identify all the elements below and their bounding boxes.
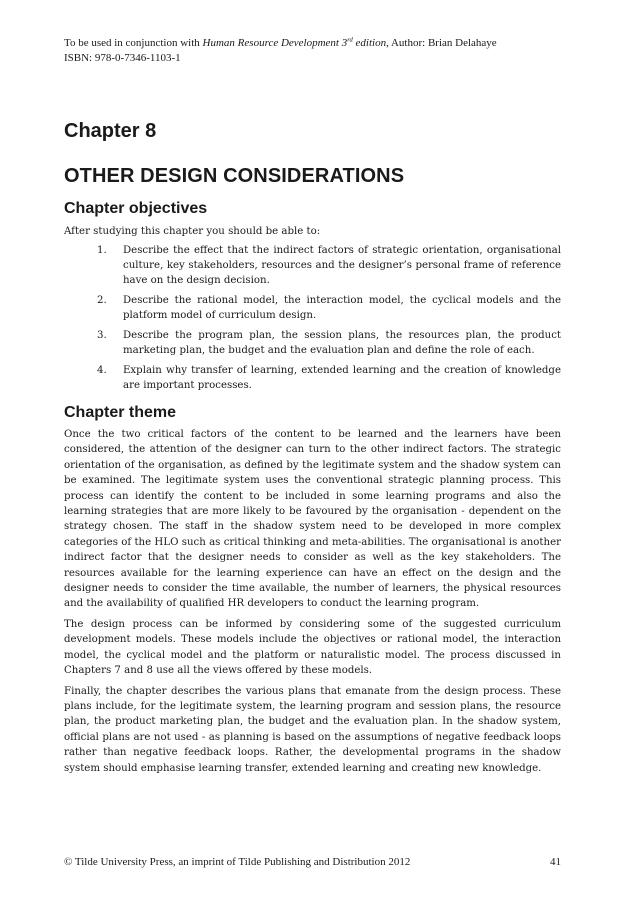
objectives-heading: Chapter objectives (64, 200, 208, 217)
objective-number: 3. (97, 330, 107, 341)
running-header (64, 36, 561, 66)
objective-text: Explain why transfer of learning, extended learning and the creation of knowledge are important processes. (123, 365, 561, 391)
header-author: , Author: Brian Delahaye (386, 37, 497, 49)
objectives-list (64, 243, 561, 393)
objective-item (64, 293, 561, 323)
objectives-intro: After studying this chapter you should be able to: (64, 226, 321, 237)
book-title (203, 37, 387, 49)
objective-text: Describe the program plan, the session plans, the resources plan, the product marketing plan, the budget and the evaluation plan and define the role of each. (123, 330, 561, 356)
objective-item (64, 363, 561, 393)
page-footer (64, 856, 561, 868)
header-prefix: To be used in conjunction with (64, 37, 203, 49)
objective-text: Describe the effect that the indirect factors of strategic orientation, organisational culture, key stakeholders, resources and the designer’s personal frame of reference have on the design decision. (123, 245, 561, 286)
theme-paragraph: The design process can be informed by considering some of the suggested curriculum development models. These models include the objectives or rational model, the interaction model, the cyclical model and the platform or naturalistic model. The process discussed in Chapters 7 and 8 use all the views offered by these models. (64, 618, 561, 677)
edition-superscript: rd (347, 36, 353, 44)
objective-item (64, 243, 561, 288)
objective-text: Describe the rational model, the interaction model, the cyclical models and the platform model of curriculum design. (123, 295, 561, 321)
footer-copyright: © Tilde University Press, an imprint of Tilde Publishing and Distribution 2012 (64, 856, 411, 868)
edition-word: edition (352, 37, 387, 49)
book-title-text: Human Resource Development 3 (202, 37, 348, 49)
page-number: 41 (550, 856, 561, 868)
theme-heading: Chapter theme (64, 404, 177, 421)
objective-item (64, 328, 561, 358)
page-content (64, 36, 561, 776)
objective-number: 2. (97, 295, 107, 306)
theme-paragraph: Finally, the chapter describes the various plans that emanate from the design process. These plans include, for the legitimate system, the learning program and session plans, the resource plan, the product marketing plan, the budget and the evaluation plan. In the shadow system, official plans are not used - as planning is based on the assumptions of negative feedback loops rather than negative feedback loops. Rather, the developmental programs in the shadow system should emphasise learning transfer, extended learning and creating new knowledge. (64, 685, 561, 774)
objective-number: 4. (97, 365, 107, 376)
header-isbn: ISBN: 978-0-7346-1103-1 (64, 52, 181, 64)
chapter-title: OTHER DESIGN CONSIDERATIONS (64, 165, 405, 187)
objective-number: 1. (97, 245, 107, 256)
theme-paragraph: Once the two critical factors of the content to be learned and the learners have been considered, the attention of the designer can turn to the other indirect factors. The strategic orientation of the organisation, as defined by the legitimate system and the shadow system can be examined. The legitimate system uses the conventional strategic planning process. This process can identify the content to be included in some learning programs and also the learning strategies that are more likely to be favoured by the organisation - dependent on the strategy chosen. The staff in the shadow system need to be developed in more complex categories of the HLO such as critical thinking and meta-abilities. The organisational is another indirect factor that the designer needs to consider as well as the key stakeholders. The resources available for the learning experience can have an effect on the design and the designer needs to consider the time available, the number of learners, the physical resources and the availability of qualified HR developers to conduct the learning program. (64, 429, 561, 610)
chapter-label: Chapter 8 (64, 120, 157, 142)
header-line-1 (64, 36, 561, 51)
